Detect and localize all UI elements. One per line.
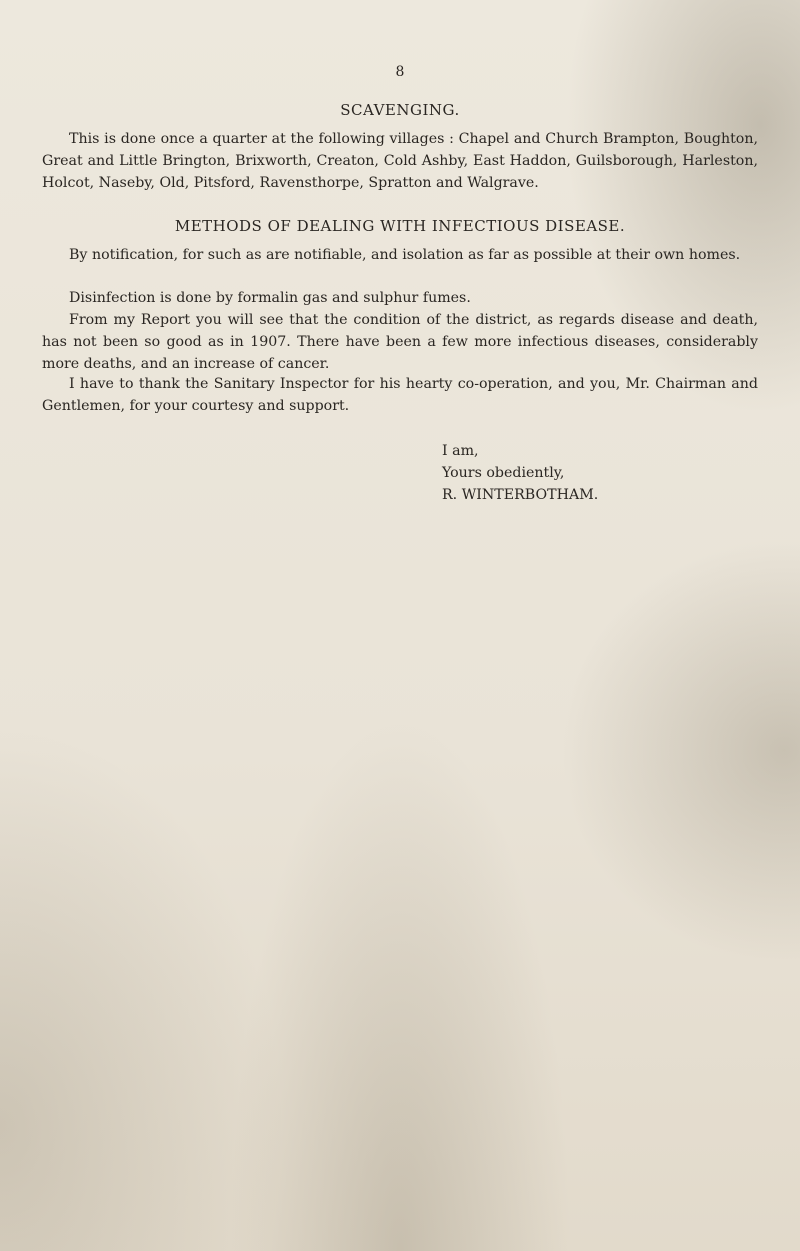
closing-valediction: Yours obediently, bbox=[442, 465, 565, 481]
signature-name: R. WINTERBOTHAM. bbox=[442, 487, 599, 503]
infectious-disease-heading: METHODS OF DEALING WITH INFECTIOUS DISEASE. bbox=[174, 217, 626, 235]
report-paragraph: From my Report you will see that the condition of the district, as regards disease and death, has not been so good as in 1907. There have been a few more infectious diseases, considerably more deaths, and an increase of cancer. bbox=[42, 312, 758, 372]
scavenging-paragraph: This is done once a quarter at the following villages : Chapel and Church Brampton, Boughton, Great and Little Brington, Brixworth, Creaton, Cold Ashby, East Haddon, Guilsborough, Harleston, Holcot, Naseby, Old, Pitsford, Ravensthorpe, Spratton and Walgrave. bbox=[42, 131, 758, 191]
thanks-paragraph: I have to thank the Sanitary Inspector for his hearty co-operation, and you, Mr. Chairman and Gentlemen, for your courtesy and support. bbox=[42, 376, 758, 414]
scavenging-heading: SCAVENGING. bbox=[340, 101, 460, 119]
disinfection-paragraph: Disinfection is done by formalin gas and sulphur fumes. bbox=[69, 290, 471, 306]
notification-paragraph: By notification, for such as are notifiable, and isolation as far as possible at their own homes. bbox=[69, 247, 741, 263]
page-number: 8 bbox=[395, 64, 405, 80]
closing-line: I am, bbox=[442, 443, 479, 459]
